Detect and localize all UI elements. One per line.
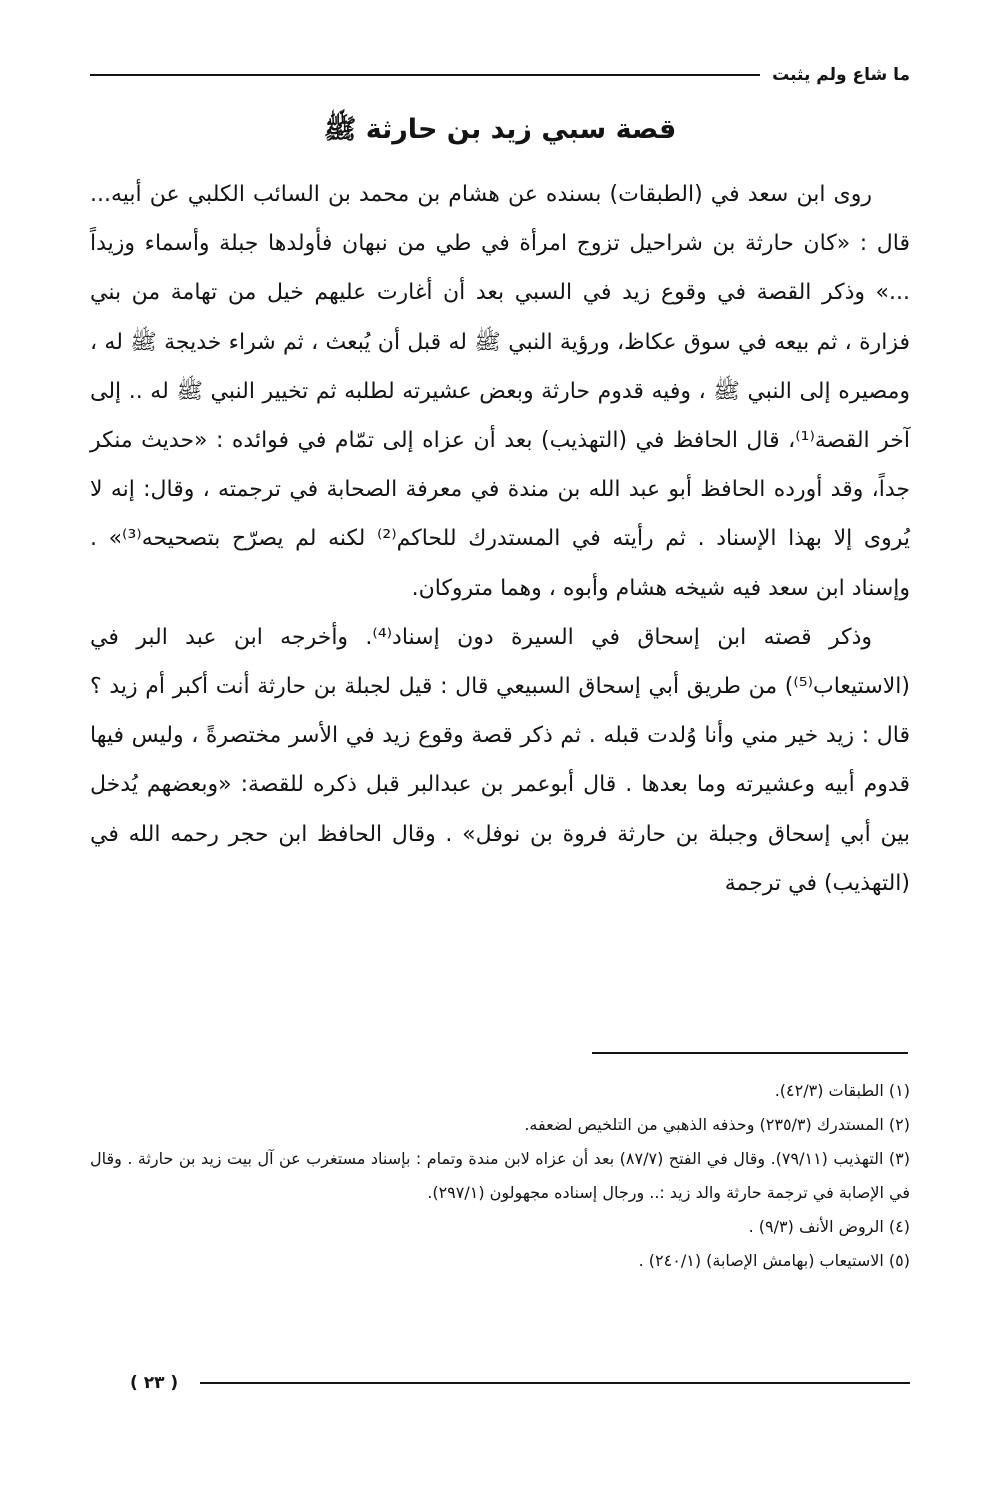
page-footer (130, 1368, 910, 1398)
page-number: ( ٢٣ ) (130, 1373, 179, 1393)
footnote: (٤) الروض الأنف (٩/٣) . (748, 1217, 910, 1236)
footer-rule (200, 1382, 910, 1384)
body-paragraph: وذكر قصته ابن إسحاق في السيرة دون إسناد⁽⁴⁾. وأخرجه ابن عبد البر في (الاستيعاب⁽⁵⁾) من طريق أبي إسحاق السبيعي قال : قيل لجبلة بن حارثة أنت أكبر أم زيد ؟ قال : زيد خير مني وأنا وُلدت قبله . ثم ذكر قصة وقوع زيد في الأسر مختصرةً ، وليس فيها قدوم أبيه وعشيرته وما بعدها . قال أبوعمر بن عبدالبر قبل ذكره للقصة: «وبعضهم يُدخل بين أبي إسحاق وجبلة بن حارثة فروة بن نوفل» . وقال الحافظ ابن حجر رحمه الله في (التهذيب) في ترجمة (90, 624, 910, 896)
footnote: (٢) المستدرك (٢٣٥/٣) وحذفه الذهبي من التلخيص لضعفه. (524, 1115, 910, 1134)
section-title: قصة سبي زيد بن حارثة ﷺ (323, 114, 677, 145)
footnotes (90, 1074, 910, 1278)
running-title: ما شاع ولم يثبت (772, 65, 910, 85)
header-rule (90, 74, 760, 76)
running-header (90, 60, 910, 90)
body-text (90, 170, 910, 908)
footnote: (١) الطبقات (٤٢/٣). (774, 1081, 910, 1100)
footnote: (٥) الاستيعاب (بهامش الإصابة) (٢٤٠/١) . (638, 1251, 910, 1270)
footnote: (٣) التهذيب (٧٩/١١). وقال في الفتح (٨٧/٧) بعد أن عزاه لابن مندة وتمام : بإسناد مستغرب عن آل بيت زيد بن حارثة . وقال في الإصابة في ترجمة حارثة والد زيد :.. ورجال إسناده مجهولون (٢٩٧/١). (90, 1149, 911, 1202)
footnote-separator (592, 1052, 908, 1054)
body-paragraph: روى ابن سعد في (الطبقات) بسنده عن هشام بن محمد بن السائب الكلبي عن أبيه... قال : «كان حارثة بن شراحيل تزوج امرأة في طي من نبهان فأولدها جبلة وأسماء وزيداً ...» وذكر القصة في وقوع زيد في السبي بعد أن أغارت عليهم خيل من تهامة من بني فزارة ، ثم بيعه في سوق عكاظ، ورؤية النبي ﷺ له قبل أن يُبعث ، ثم شراء خديجة ﷺ له ، ومصيره إلى النبي ﷺ ، وفيه قدوم حارثة وبعض عشيرته لطلبه ثم تخيير النبي ﷺ له .. إلى آخر القصة⁽¹⁾، قال الحافظ في (التهذيب) بعد أن عزاه إلى تمّام في فوائده : «حديث منكر جداً، وقد أورده الحافظ أبو عبد الله بن مندة في معرفة الصحابة في ترجمته ، وقال: إنه لا يُروى إلا بهذا الإسناد . ثم رأيته في المستدرك للحاكم⁽²⁾ لكنه لم يصرّح بتصحيحه⁽³⁾» . وإسناد ابن سعد فيه شيخه هشام وأبوه ، وهما متروكان. (90, 182, 910, 601)
